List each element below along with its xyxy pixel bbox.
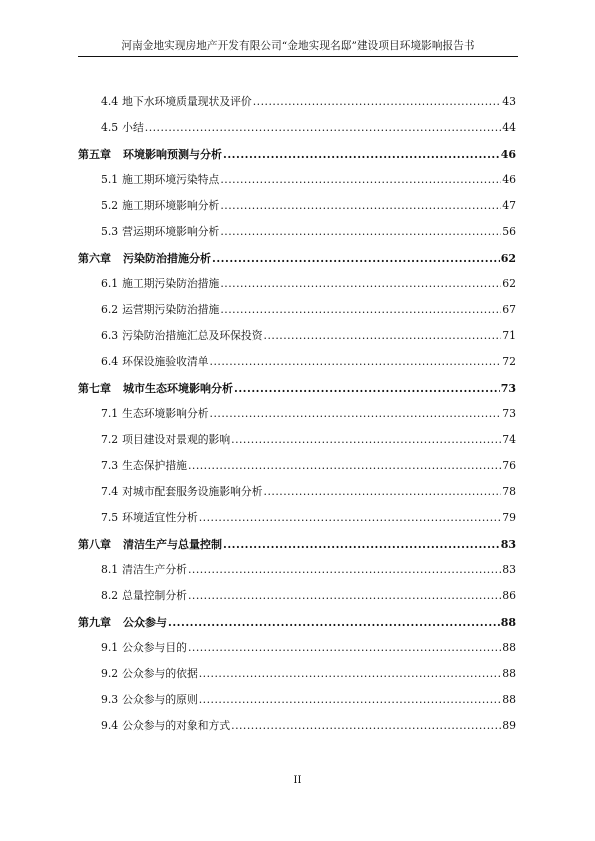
toc-entry-title: 施工期污染防治措施 <box>122 277 220 290</box>
toc-chapter-entry[interactable] <box>78 380 516 396</box>
toc-entry-number: 5.3 <box>101 225 119 238</box>
toc-dot-leader <box>231 433 501 446</box>
toc-entry-page: 74 <box>502 433 516 446</box>
toc-entry-number: 7.5 <box>101 511 119 524</box>
toc-entry-number: 9.3 <box>101 693 119 706</box>
toc-entry-number: 第七章 <box>78 382 111 395</box>
toc-entry-title: 施工期环境污染特点 <box>122 173 220 186</box>
toc-dot-leader <box>188 589 501 602</box>
toc-section-entry[interactable] <box>101 718 516 733</box>
toc-entry-title: 污染防治措施汇总及环保投资 <box>122 329 263 342</box>
toc-dot-leader <box>210 355 502 368</box>
toc-section-entry[interactable] <box>101 588 516 603</box>
toc-entry-number: 9.1 <box>101 641 119 654</box>
toc-entry-number: 7.3 <box>101 459 119 472</box>
toc-section-entry[interactable] <box>101 120 516 135</box>
toc-entry-page: 89 <box>502 719 516 732</box>
toc-entry-number: 4.5 <box>101 121 119 134</box>
toc-entry-number: 9.2 <box>101 667 119 680</box>
page-number: II <box>293 775 302 786</box>
toc-entry-number: 第八章 <box>78 538 111 551</box>
toc-entry-number: 7.2 <box>101 433 119 446</box>
toc-entry-page: 46 <box>500 148 516 161</box>
toc-dot-leader <box>264 329 502 342</box>
toc-entry-title: 公众参与 <box>123 616 167 629</box>
toc-entry-title: 城市生态环境影响分析 <box>123 382 233 395</box>
toc-entry-title: 小结 <box>122 121 144 134</box>
toc-entry-number: 8.1 <box>101 563 119 576</box>
toc-entry-title: 公众参与的对象和方式 <box>122 719 231 732</box>
toc-entry-page: 86 <box>502 589 516 602</box>
toc-section-entry[interactable] <box>101 224 516 239</box>
toc-entry-page: 88 <box>502 641 516 654</box>
toc-entry-number: 8.2 <box>101 589 119 602</box>
toc-chapter-entry[interactable] <box>78 614 516 630</box>
toc-entry-title: 对城市配套服务设施影响分析 <box>122 485 263 498</box>
toc-entry-title: 项目建设对景观的影响 <box>122 433 231 446</box>
toc-entry-page: 88 <box>500 616 516 629</box>
toc-section-entry[interactable] <box>101 302 516 317</box>
toc-dot-leader <box>234 382 500 395</box>
toc-entry-title: 公众参与的依据 <box>122 667 198 680</box>
toc-section-entry[interactable] <box>101 328 516 343</box>
toc-entry-number: 4.4 <box>101 95 119 108</box>
toc-chapter-entry[interactable] <box>78 146 516 162</box>
toc-entry-title: 环保设施验收清单 <box>122 355 209 368</box>
toc-entry-title: 总量控制分析 <box>122 589 187 602</box>
toc-dot-leader <box>212 252 500 265</box>
toc-entry-number: 第六章 <box>78 252 111 265</box>
toc-entry-number: 7.1 <box>101 407 119 420</box>
toc-entry-page: 78 <box>502 485 516 498</box>
toc-dot-leader <box>199 511 502 524</box>
toc-entry-title: 生态环境影响分析 <box>122 407 209 420</box>
toc-entry-page: 62 <box>502 277 516 290</box>
toc-dot-leader <box>223 148 500 161</box>
toc-entry-page: 47 <box>502 199 516 212</box>
toc-entry-number: 6.3 <box>101 329 119 342</box>
toc-entry-number: 5.2 <box>101 199 119 212</box>
toc-dot-leader <box>223 538 500 551</box>
toc-dot-leader <box>264 485 502 498</box>
page-header-title: 河南金地实现房地产开发有限公司“金地实现名邸”建设项目环境影响报告书 <box>121 40 475 52</box>
toc-entry-page: 72 <box>502 355 516 368</box>
toc-entry-number: 第五章 <box>78 148 111 161</box>
toc-entry-number: 第九章 <box>78 616 111 629</box>
toc-section-entry[interactable] <box>101 510 516 525</box>
toc-entry-number: 7.4 <box>101 485 119 498</box>
toc-section-entry[interactable] <box>101 666 516 681</box>
toc-entry-title: 公众参与的原则 <box>122 693 198 706</box>
toc-entry-page: 71 <box>502 329 516 342</box>
toc-dot-leader <box>199 693 502 706</box>
toc-section-entry[interactable] <box>101 354 516 369</box>
toc-entry-title: 生态保护措施 <box>122 459 187 472</box>
toc-entry-page: 88 <box>502 667 516 680</box>
toc-entry-title: 环境影响预测与分析 <box>123 148 222 161</box>
toc-entry-title: 公众参与目的 <box>122 641 187 654</box>
toc-dot-leader <box>145 121 501 134</box>
toc-entry-title: 清洁生产分析 <box>122 563 187 576</box>
toc-section-entry[interactable] <box>101 692 516 707</box>
toc-entry-page: 73 <box>500 382 516 395</box>
toc-entry-page: 83 <box>500 538 516 551</box>
toc-entry-page: 83 <box>502 563 516 576</box>
toc-section-entry[interactable] <box>101 198 516 213</box>
toc-dot-leader <box>220 277 501 290</box>
toc-entry-title: 污染防治措施分析 <box>123 252 211 265</box>
toc-entry-page: 88 <box>502 693 516 706</box>
toc-dot-leader <box>253 95 502 108</box>
toc-dot-leader <box>188 459 501 472</box>
toc-entry-page: 44 <box>502 121 516 134</box>
toc-dot-leader <box>168 616 500 629</box>
toc-section-entry[interactable] <box>101 276 516 291</box>
toc-entry-number: 9.4 <box>101 719 119 732</box>
toc-chapter-entry[interactable] <box>78 536 516 552</box>
toc-section-entry[interactable] <box>101 458 516 473</box>
toc-dot-leader <box>188 563 501 576</box>
toc-entry-number: 6.1 <box>101 277 119 290</box>
toc-section-entry[interactable] <box>101 406 516 421</box>
toc-section-entry[interactable] <box>101 172 516 187</box>
toc-dot-leader <box>220 173 501 186</box>
toc-entry-title: 地下水环境质量现状及评价 <box>122 95 252 108</box>
toc-entry-page: 56 <box>502 225 516 238</box>
toc-entry-page: 67 <box>502 303 516 316</box>
toc-section-entry[interactable] <box>101 432 516 447</box>
toc-section-entry[interactable] <box>101 640 516 655</box>
toc-entry-number: 5.1 <box>101 173 119 186</box>
toc-entry-page: 43 <box>502 95 516 108</box>
toc-entry-page: 62 <box>500 252 516 265</box>
toc-chapter-entry[interactable] <box>78 250 516 266</box>
toc-section-entry[interactable] <box>101 562 516 577</box>
header-divider <box>78 56 518 57</box>
toc-entry-title: 施工期环境影响分析 <box>122 199 220 212</box>
toc-entry-page: 76 <box>502 459 516 472</box>
toc-entry-title: 营运期环境影响分析 <box>122 225 220 238</box>
toc-entry-number: 6.2 <box>101 303 119 316</box>
toc-entry-page: 73 <box>502 407 516 420</box>
toc-dot-leader <box>210 407 502 420</box>
toc-entry-title: 环境适宜性分析 <box>122 511 198 524</box>
toc-entry-title: 运营期污染防治措施 <box>122 303 220 316</box>
toc-dot-leader <box>188 641 501 654</box>
toc-entry-number: 6.4 <box>101 355 119 368</box>
toc-dot-leader <box>220 225 501 238</box>
toc-dot-leader <box>220 303 501 316</box>
toc-dot-leader <box>220 199 501 212</box>
toc-entry-page: 79 <box>502 511 516 524</box>
toc-dot-leader <box>231 719 501 732</box>
toc-section-entry[interactable] <box>101 484 516 499</box>
toc-entry-title: 清洁生产与总量控制 <box>123 538 222 551</box>
toc-section-entry[interactable] <box>101 94 516 109</box>
toc-dot-leader <box>199 667 502 680</box>
toc-entry-page: 46 <box>502 173 516 186</box>
